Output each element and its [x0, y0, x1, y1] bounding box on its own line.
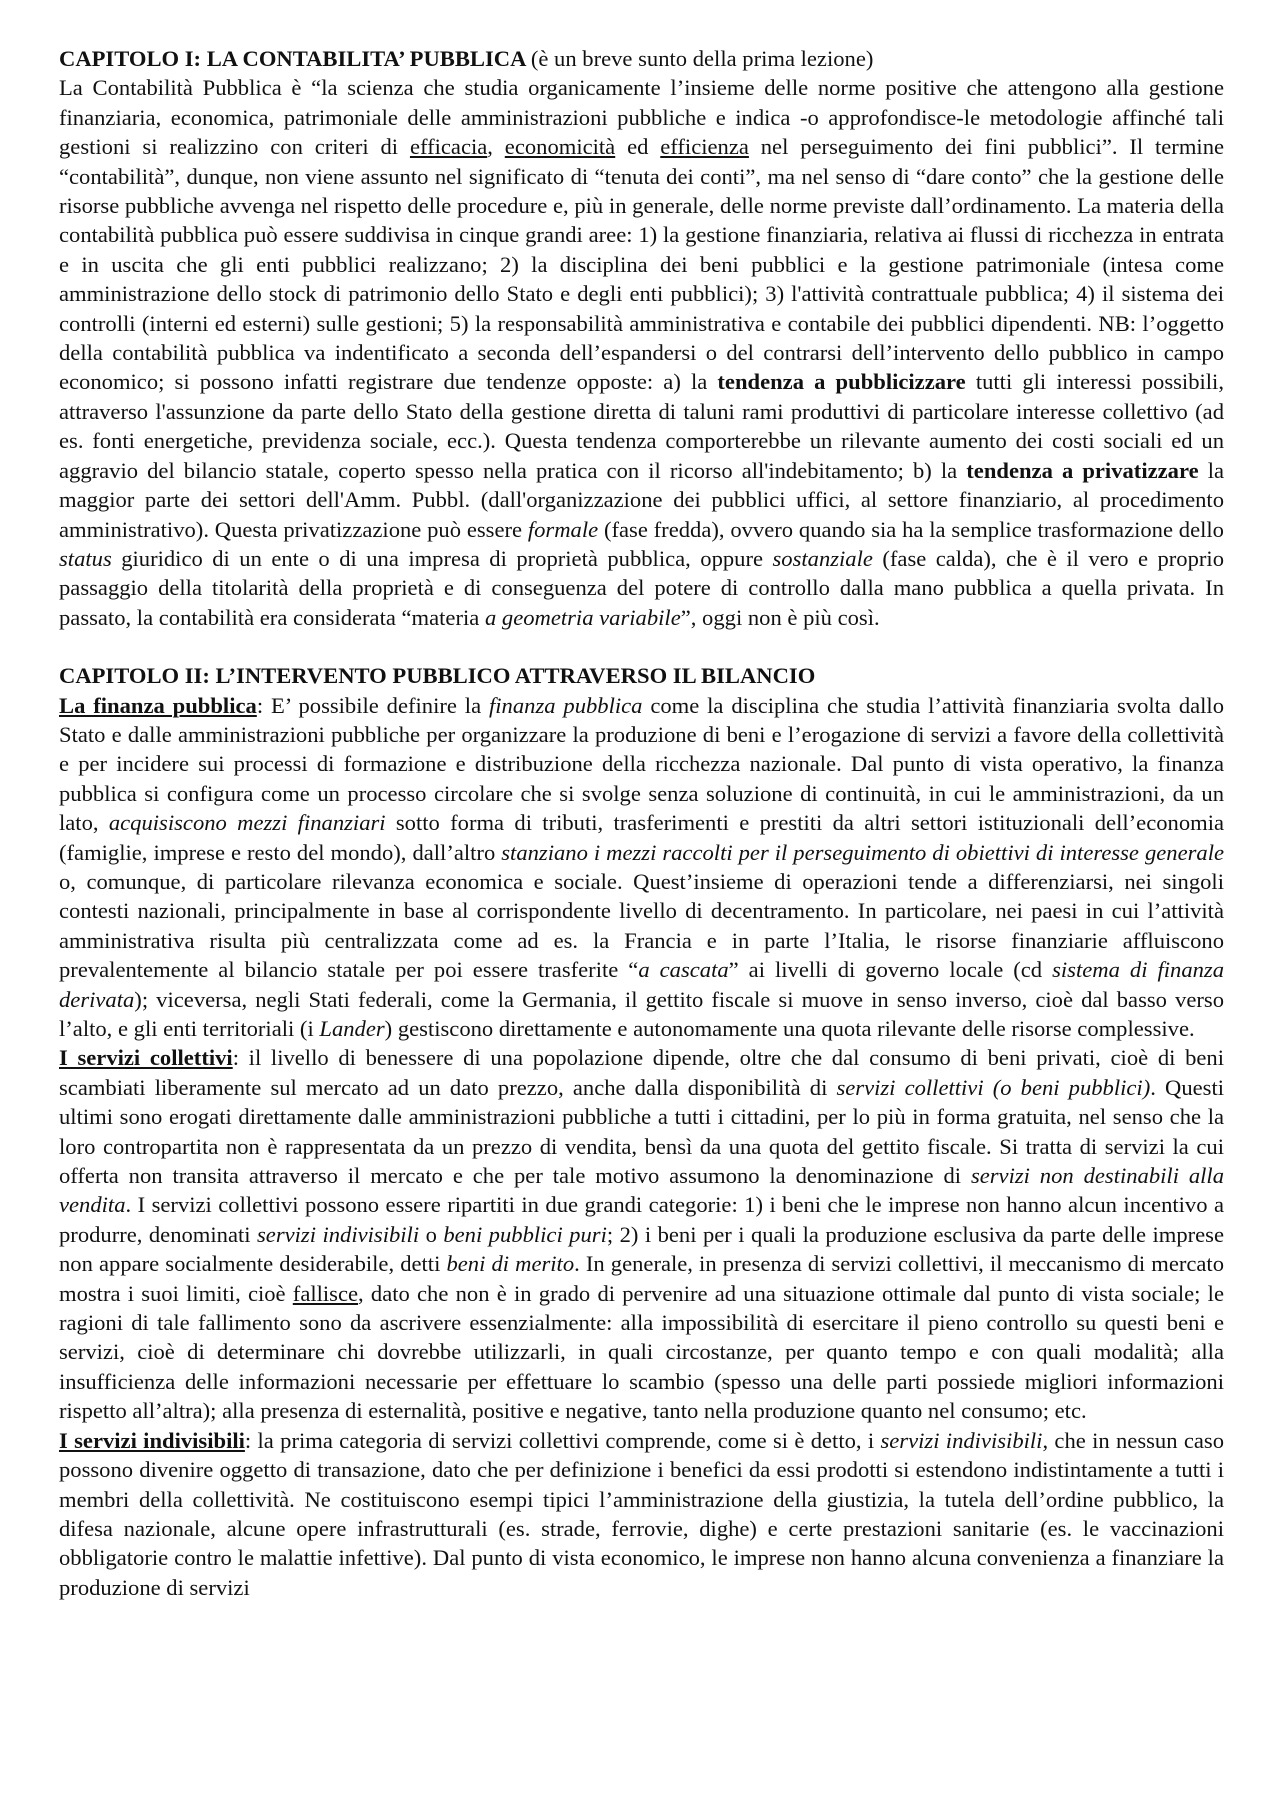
text-run: . In generale, in presenza di servizi collettivi, il meccanismo di mercato mostra i suoi limiti, cioè [59, 1251, 1224, 1306]
chapter-1-title: CAPITOLO I: LA CONTABILITA’ PUBBLICA [59, 46, 526, 71]
chapter-1-heading [59, 44, 1224, 73]
italic-term-formale: formale [527, 516, 599, 542]
text-run: giuridico di un ente o di una impresa di proprietà pubblica, oppure [111, 545, 773, 571]
text-run: come la disciplina che studia l’attività finanziaria svolta dallo Stato e dalle amministrazioni pubbliche per organizzare la produzione di beni e l’erogazione di servizi a favore della collettività e per incidere sui processi di formazione e distribuzione della ricchezza nazionale. Dal punto di vista operativo, la finanza pubblica si configura come un processo circolare che si svolge senza soluzione di continuità, in cui le amministrazioni, da un lato, [59, 692, 1224, 836]
italic-term-status: status [59, 545, 112, 571]
underlined-term-efficienza: efficienza [660, 134, 749, 160]
text-run: ”, oggi non è più così. [680, 604, 880, 630]
text-run: nel perseguimento dei fini pubblici”. Il termine “contabilità”, dunque, non viene assunto nel significato di “tenuta dei conti”, ma nel senso di “dare conto” che la gestione delle risorse pubbliche avvenga nel rispetto delle procedure e, più in generale, delle norme previste dall’ordinamento. La materia della contabilità pubblica può essere suddivisa in cinque grandi aree: 1) la gestione finanziaria, relativa ai flussi di ricchezza in entrata e in uscita che gli enti pubblici realizzano; 2) la disciplina dei beni pubblici e la gestione patrimoniale (intesa come amministrazione dello stock di patrimonio dello Stato e degli enti pubblici); 3) l'attività contrattuale pubblica; 4) il sistema dei controlli (interni ed esterni) sulle gestioni; 5) la responsabilità amministrativa e contabile dei pubblici dipendenti. NB: l’oggetto della contabilità pubblica va indentificato a seconda dell’espandersi o del contrarsi dell’intervento dello pubblico in campo economico; si possono infatti registrare due tendenze opposte: a) la [59, 134, 1225, 395]
text-run: : la prima categoria di servizi collettivi comprende, come si è detto, i [244, 1427, 881, 1453]
text-run: , dato che non è in grado di pervenire ad una situazione ottimale dal punto di vista sociale; le ragioni di tale fallimento sono da ascrivere essenzialmente: alla impossibilità di esercitare il pieno controllo su questi beni e servizi, cioè di determinare chi dovrebbe utilizzarli, in quali circostanze, per quanto tempo e con quali modalità; alla insufficienza delle informazioni necessarie per effettuare lo scambio (spesso una delle parti possiede migliori informazioni rispetto all’altra); alla presenza di esternalità, positive e negative, tanto nella produzione quanto nel consumo; etc. [59, 1280, 1224, 1424]
underlined-term-economicita: economicità [504, 134, 616, 160]
italic-term: stanziano i mezzi raccolti per il perseguimento di obiettivi di interesse generale [501, 839, 1224, 865]
text-run: , che in nessun caso possono divenire oggetto di transazione, dato che per definizione i benefici da essi prodotti si estendono indistintamente a tutti i membri della collettività. Ne costituiscono esempi tipici l’amministrazione della giustizia, la tutela dell’ordine pubblico, la difesa nazionale, alcune opere infrastrutturali (es. strade, ferrovie, dighe) e certe prestazioni sanitarie (es. le vaccinazioni obbligatorie contro le malattie infettive). Dal punto di vista economico, le imprese non hanno alcuna convenienza a finanziare la produzione di servizi [59, 1427, 1224, 1600]
text-run: la maggior parte dei settori dell'Amm. Pubbl. (dall'organizzazione dei pubblici uffici, al settore finanziario, al procedimento amministrativo). Questa privatizzazione può essere [59, 457, 1224, 542]
chapter-1-paragraph [59, 73, 1224, 632]
text-run: . Questi ultimi sono erogati direttamente dalle amministrazioni pubbliche a tutti i cittadini, per lo più in forma gratuita, nel senso che la loro contropartita non è rappresentata da un prezzo di vendita, bensì da una quota del gettito fiscale. Si tratta di servizi la cui offerta non transita attraverso il mercato e che per tale motivo assumono la denominazione di [59, 1074, 1224, 1189]
italic-term: servizi collettivi (o beni pubblici) [836, 1074, 1151, 1100]
text-run: ed [615, 134, 661, 160]
section-lead-servizi-indivisibili: I servizi indivisibili [59, 1427, 245, 1453]
italic-term: beni di merito [446, 1251, 575, 1277]
text-run: ” ai livelli di governo locale (cd [728, 957, 1053, 983]
text-run: La Contabilità Pubblica è “la scienza che studia organicamente l’insieme delle norme positive che attengono alla gestione finanziaria, economica, patrimoniale delle amministrazioni pubbliche e indica -o approfondisce-le metodologie affinché tali gestioni si realizzino con criteri di [59, 75, 1224, 160]
section-lead-finanza-pubblica: La finanza pubblica [59, 692, 257, 718]
italic-term: finanza pubblica [489, 692, 643, 718]
section-servizi-collettivi [59, 1043, 1224, 1425]
italic-term: sistema di finanza derivata [59, 957, 1225, 1012]
underlined-term-efficacia: efficacia [409, 134, 488, 160]
italic-term: servizi indivisibili [880, 1427, 1043, 1453]
text-run: . I servizi collettivi possono essere ripartiti in due grandi categorie: 1) i beni che le imprese non hanno alcun incentivo a produrre, denominati [59, 1192, 1224, 1247]
italic-term-sostanziale: sostanziale [772, 545, 873, 571]
bold-term-pubblicizzare: tendenza a pubblicizzare [717, 369, 966, 395]
italic-term: servizi non destinabili alla vendita [59, 1163, 1225, 1218]
italic-term: a cascata [638, 957, 729, 983]
text-run: : il livello di benessere di una popolazione dipende, oltre che dal consumo di beni privati, cioè di beni scambiati liberamente sul mercato ad un dato prezzo, anche dalla disponibilità di [59, 1045, 1225, 1100]
text-run: ); viceversa, negli Stati federali, come la Germania, il gettito fiscale si muove in senso inverso, cioè dal basso verso l’alto, e gli enti territoriali (i [59, 986, 1224, 1041]
chapter-1-note: (è un breve sunto della prima lezione) [530, 46, 874, 71]
text-run: tutti gli interessi possibili, attraverso l'assunzione da parte dello Stato della gestione diretta di taluni rami produttivi di particolare interesse collettivo (ad es. fonti energetiche, previdenza sociale, ecc.). Questa tendenza comporterebbe un rilevante aumento dei costi sociali ed un aggravio del bilancio statale, coperto spesso nella pratica con il ricorso all'indebitamento; b) la [59, 369, 1224, 483]
italic-term-geometria: a geometria variabile [484, 604, 681, 630]
text-run: ) gestiscono direttamente e autonomamente una quota rilevante delle risorse complessive. [384, 1016, 1195, 1041]
text-run: , [487, 134, 505, 160]
section-lead-servizi-collettivi: I servizi collettivi [59, 1045, 233, 1071]
italic-term: beni pubblici puri [443, 1221, 607, 1247]
text-run: : E’ possibile definire la [256, 692, 489, 718]
text-run: sotto forma di tributi, trasferimenti e prestiti da altri settori istituzionali dell’economia (famiglie, imprese e resto del mondo), dall’altro [59, 810, 1224, 865]
italic-term: acquisiscono mezzi finanziari [108, 810, 386, 836]
section-spacer [59, 632, 1224, 661]
italic-term: servizi indivisibili [257, 1221, 420, 1247]
section-servizi-indivisibili [59, 1426, 1224, 1602]
text-run: (fase fredda), ovvero quando sia ha la semplice trasformazione dello [598, 516, 1224, 542]
section-finanza-pubblica [59, 691, 1224, 1044]
text-run: (fase calda), che è il vero e proprio passaggio della titolarità della proprietà e di conseguenza del potere di controllo dalla mano pubblica a quella privata. In passato, la contabilità era considerata “materia [59, 545, 1224, 630]
italic-term: Lander [319, 1016, 385, 1041]
chapter-2-heading: CAPITOLO II: L’INTERVENTO PUBBLICO ATTRAVERSO IL BILANCIO [59, 663, 816, 689]
text-run: o, comunque, di particolare rilevanza economica e sociale. Quest’insieme di operazioni tende a differenziarsi, nei singoli contesti nazionali, principalmente in base al corrispondente livello di decentramento. In particolare, nei paesi in cui l’attività amministrativa risulta più centralizzata come ad es. la Francia e in parte l’Italia, le risorse finanziarie affluiscono prevalentemente al bilancio statale per poi essere trasferite “ [59, 868, 1224, 983]
underlined-term-fallisce: fallisce [292, 1280, 359, 1306]
text-run: ; 2) i beni per i quali la produzione esclusiva da parte delle imprese non appare socialmente desiderabile, detti [59, 1221, 1225, 1277]
bold-term-privatizzare: tendenza a privatizzare [966, 457, 1199, 483]
text-run: o [419, 1221, 444, 1247]
